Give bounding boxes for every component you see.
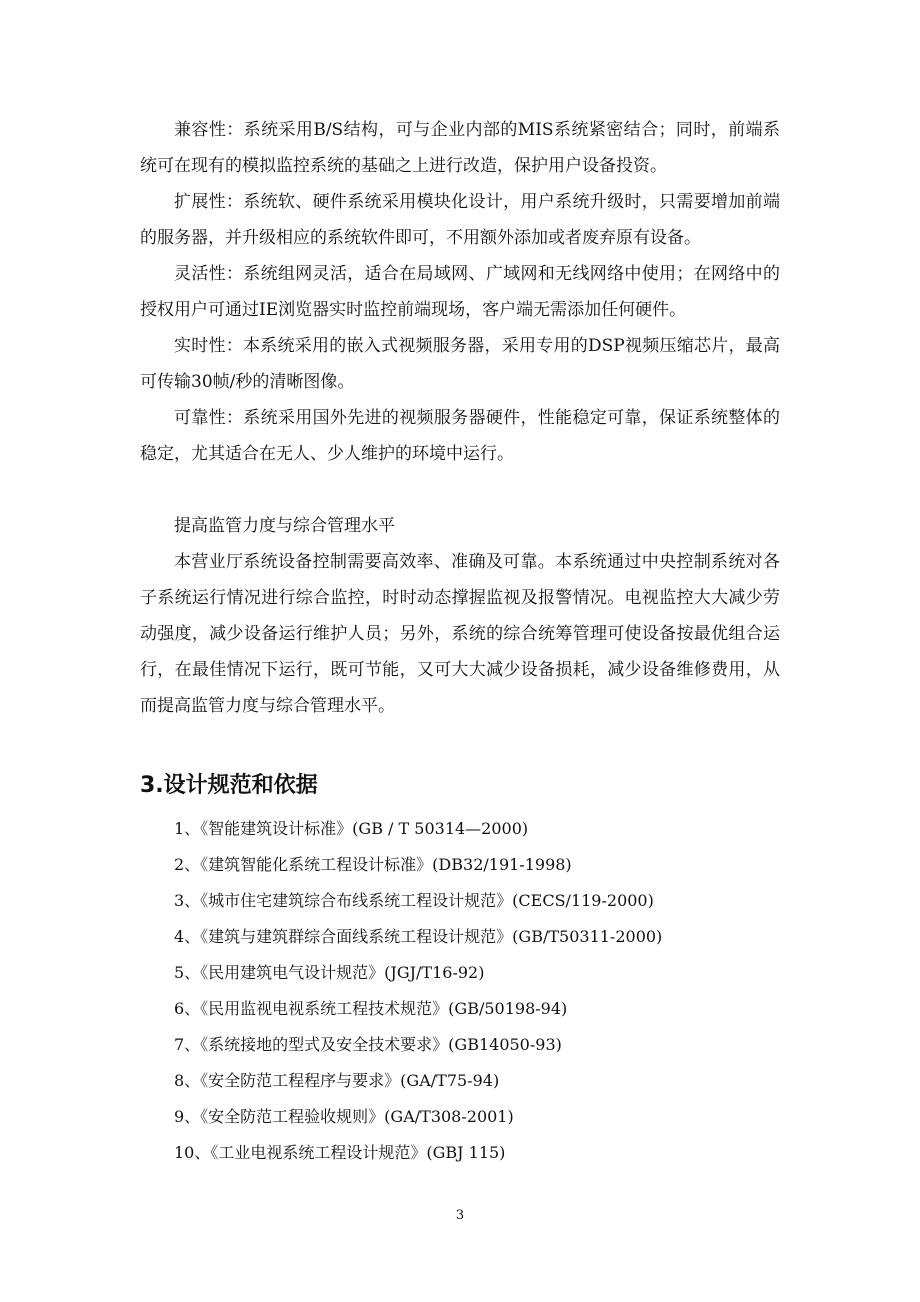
section-heading: 3.设计规范和依据	[140, 773, 318, 798]
paragraph-realtime: 实时性：本系统采用的嵌入式视频服务器，采用专用的DSP视频压缩芯片，最高可传输30帧/秒的清晰图像。	[140, 336, 780, 392]
page-number: 3	[455, 1208, 465, 1223]
reference-item: 9、《安全防范工程验收规则》(GA/T308-2001)	[174, 1107, 514, 1126]
subsection-title: 提高监管力度与综合管理水平	[174, 516, 395, 536]
reference-item: 4、《建筑与建筑群综合面线系统工程设计规范》(GB/T50311-2000)	[174, 927, 663, 946]
paragraph-flexibility: 灵活性：系统组网灵活，适合在局域网、广域网和无线网络中使用；在网络中的授权用户可通过IE浏览器实时监控前端现场，客户端无需添加任何硬件。	[140, 264, 780, 320]
reference-item: 5、《民用建筑电气设计规范》(JGJ/T16-92)	[174, 963, 485, 982]
reference-item: 3、《城市住宅建筑综合布线系统工程设计规范》(CECS/119-2000)	[174, 891, 654, 910]
reference-item: 6、《民用监视电视系统工程技术规范》(GB/50198-94)	[174, 999, 568, 1018]
reference-item: 10、《工业电视系统工程设计规范》(GBJ 115)	[174, 1143, 506, 1162]
subsection-paragraph: 本营业厅系统设备控制需要高效率、准确及可靠。本系统通过中央控制系统对各子系统运行情况进行综合监控，时时动态撑握监视及报警情况。电视监控大大减少劳动强度，减少设备运行维护人员；另外，系统的综合统筹管理可使设备按最优组合运行，在最佳情况下运行，既可节能，又可大大减少设备损耗，减少设备维修费用，从而提高监管力度与综合管理水平。	[140, 552, 780, 716]
reference-list	[174, 817, 662, 1177]
reference-item: 7、《系统接地的型式及安全技术要求》(GB14050-93)	[174, 1035, 562, 1054]
paragraph-reliability: 可靠性：系统采用国外先进的视频服务器硬件，性能稳定可靠，保证系统整体的稳定，尤其适合在无人、少人维护的环境中运行。	[140, 408, 780, 464]
paragraph-compatibility: 兼容性：系统采用B/S结构，可与企业内部的MIS系统紧密结合；同时，前端系统可在现有的模拟监控系统的基础之上进行改造，保护用户设备投资。	[140, 120, 780, 176]
reference-item: 2、《建筑智能化系统工程设计标准》(DB32/191-1998)	[174, 855, 572, 874]
paragraph-extensibility: 扩展性：系统软、硬件系统采用模块化设计，用户系统升级时，只需要增加前端的服务器，并升级相应的系统软件即可，不用额外添加或者废弃原有设备。	[140, 192, 780, 248]
reference-item: 8、《安全防范工程程序与要求》(GA/T75-94)	[174, 1071, 500, 1090]
reference-item: 1、《智能建筑设计标准》(GB / T 50314—2000)	[174, 819, 529, 838]
